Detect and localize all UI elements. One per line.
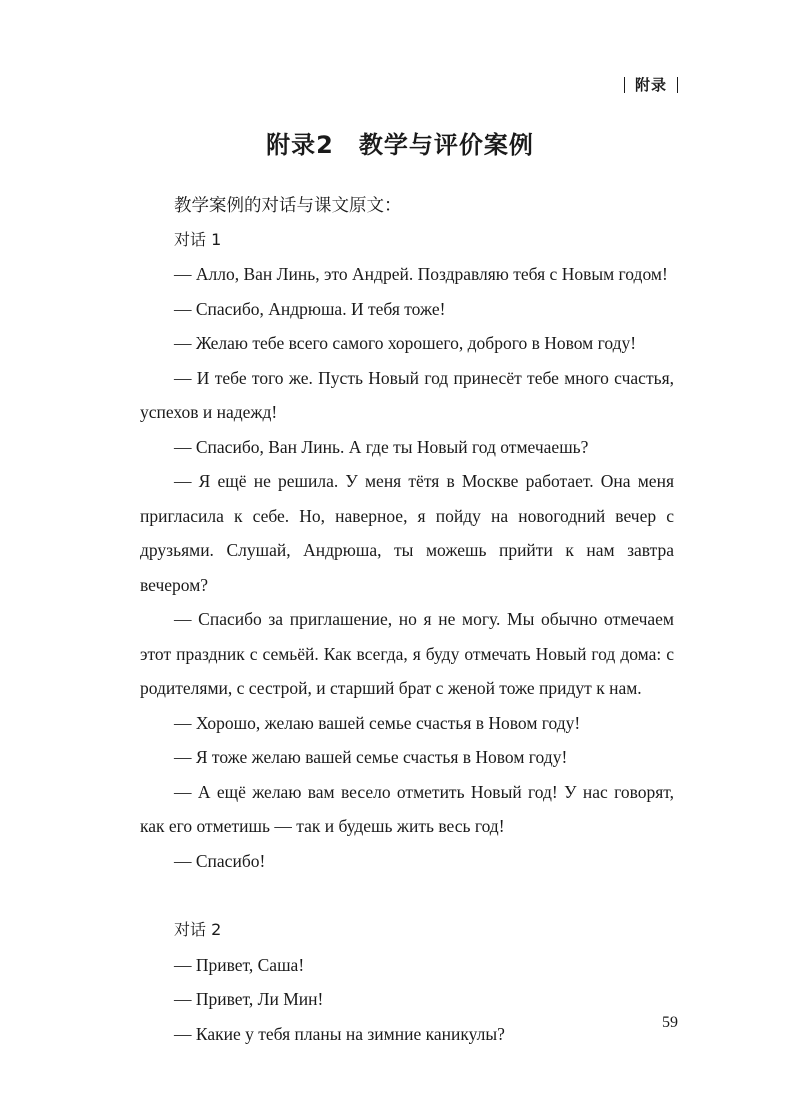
- page-title: 附录2 教学与评价案例: [266, 131, 534, 159]
- running-header-title: 附录: [634, 78, 667, 94]
- header-divider-left: [624, 77, 625, 93]
- dialogue-line: — Алло, Ван Линь, это Андрей. Поздравляю тебя с Новым годом!: [174, 264, 668, 284]
- dialogue-line: — Я ещё не решила. У меня тётя в Москве работает. Она меня пригласила к себе. Но, наверное, я пойду на новогодний вечер с друзьями. Слушай, Андрюша, ты можешь прийти к нам завтра вечером?: [140, 471, 674, 595]
- dialogue-line: — Спасибо за приглашение, но я не могу. Мы обычно отмечаем этот праздник с семьёй. Как всегда, я буду отмечать Новый год дома: с родителями, с сестрой, и старший брат с женой тоже придут к нам.: [140, 609, 674, 698]
- dialogue-line: — Спасибо, Ван Линь. А где ты Новый год отмечаешь?: [174, 436, 589, 457]
- dialogue-line: — Привет, Ли Мин!: [174, 989, 324, 1009]
- dialogue-line: — Хорошо, желаю вашей семье счастья в Новом году!: [174, 712, 581, 733]
- running-header: [624, 74, 678, 95]
- header-divider-right: [677, 77, 678, 93]
- page-number: 59: [662, 1014, 678, 1031]
- dialogue-line: — Я тоже желаю вашей семье счастья в Новом году!: [174, 747, 568, 767]
- section-spacer: [140, 878, 674, 913]
- dialogue-line: — Спасибо!: [174, 850, 266, 871]
- dialogue-line: — А ещё желаю вам весело отметить Новый год! У нас говорят, как его отметишь — так и будешь жить весь год!: [140, 781, 674, 836]
- dialogue-line: — Привет, Саша!: [174, 954, 305, 975]
- dialogue-2-label: 对话 2: [174, 920, 222, 939]
- dialogue-line: — Спасибо, Андрюша. И тебя тоже!: [174, 298, 446, 319]
- dialogue-line: — И тебе того же. Пусть Новый год принесёт тебе много счастья, успехов и надежд!: [140, 367, 674, 422]
- dialogue-1-label: 对话 1: [174, 229, 222, 249]
- dialogue-line: — Желаю тебе всего самого хорошего, доброго в Новом году!: [174, 333, 637, 353]
- dialogue-line: — Какие у тебя планы на зимние каникулы?: [174, 1023, 505, 1044]
- page-content: [140, 188, 674, 1051]
- intro-line: 教学案例的对话与课文原文：: [174, 195, 402, 215]
